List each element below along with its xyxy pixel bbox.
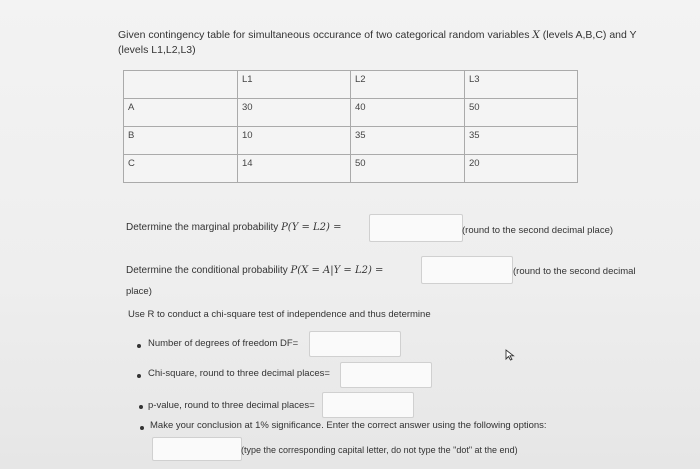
row-label: B: [124, 127, 238, 155]
bullet-dot-icon: [137, 374, 141, 378]
marginal-prob-note: (round to the second decimal place): [462, 225, 614, 236]
marginal-prob-question: [126, 222, 342, 233]
header-cell: [124, 71, 238, 99]
table-cell: 14: [238, 155, 351, 183]
header-cell: L3: [465, 71, 578, 99]
bullet-dot-icon: [137, 344, 141, 348]
conditional-prob-question: [126, 265, 383, 276]
header-cell: L2: [351, 71, 465, 99]
bullet-dot-icon: [140, 426, 144, 430]
mouse-cursor-icon: [505, 349, 515, 361]
table-row: [124, 127, 578, 155]
bullet-dot-icon: [139, 405, 143, 409]
chi-square-input[interactable]: [340, 362, 432, 388]
conclusion-note: (type the corresponding capital letter, do not type the "dot" at the end): [241, 445, 518, 455]
table-row: [124, 99, 578, 127]
question-text: [118, 28, 678, 58]
conclusion-label: Make your conclusion at 1% significance. Enter the correct answer using the following options:: [150, 420, 547, 431]
table-cell: 10: [238, 127, 351, 155]
marginal-prob-input[interactable]: [369, 214, 463, 242]
header-cell: L1: [238, 71, 351, 99]
p-value-label: p-value, round to three decimal places=: [148, 400, 315, 411]
variable-x: X: [532, 29, 540, 41]
question-suffix: (levels L1,L2,L3): [118, 44, 196, 56]
question-prefix: Given contingency table for simultaneous occurance of two categorical random variables: [118, 29, 530, 41]
df-label: Number of degrees of freedom DF=: [148, 338, 299, 349]
contingency-table: [123, 70, 578, 183]
conditional-prob-note: (round to the second decimal: [513, 266, 636, 277]
row-label: A: [124, 99, 238, 127]
marginal-prob-expr: P(Y = L2) =: [281, 222, 342, 233]
conclusion-input[interactable]: [152, 437, 242, 461]
conditional-prob-note-cont: place): [126, 286, 152, 297]
question-middle: (levels A,B,C) and Y: [542, 29, 637, 41]
table-cell: 50: [351, 155, 465, 183]
conditional-prob-input[interactable]: [421, 256, 513, 284]
table-cell: 50: [465, 99, 578, 127]
chi-square-instruction: Use R to conduct a chi-square test of independence and thus determine: [128, 309, 431, 320]
table-header-row: [124, 71, 578, 99]
df-input[interactable]: [309, 331, 401, 357]
chi-square-label: Chi-square, round to three decimal places=: [148, 368, 330, 379]
row-label: C: [124, 155, 238, 183]
conditional-prob-label: Determine the conditional probability: [126, 265, 288, 276]
p-value-input[interactable]: [322, 392, 414, 418]
table-cell: 20: [465, 155, 578, 183]
table-cell: 35: [351, 127, 465, 155]
table-cell: 30: [238, 99, 351, 127]
table-cell: 40: [351, 99, 465, 127]
table-cell: 35: [465, 127, 578, 155]
conditional-prob-expr: P(X = A|Y = L2) =: [290, 265, 384, 276]
marginal-prob-label: Determine the marginal probability: [126, 222, 279, 233]
table-row: [124, 155, 578, 183]
